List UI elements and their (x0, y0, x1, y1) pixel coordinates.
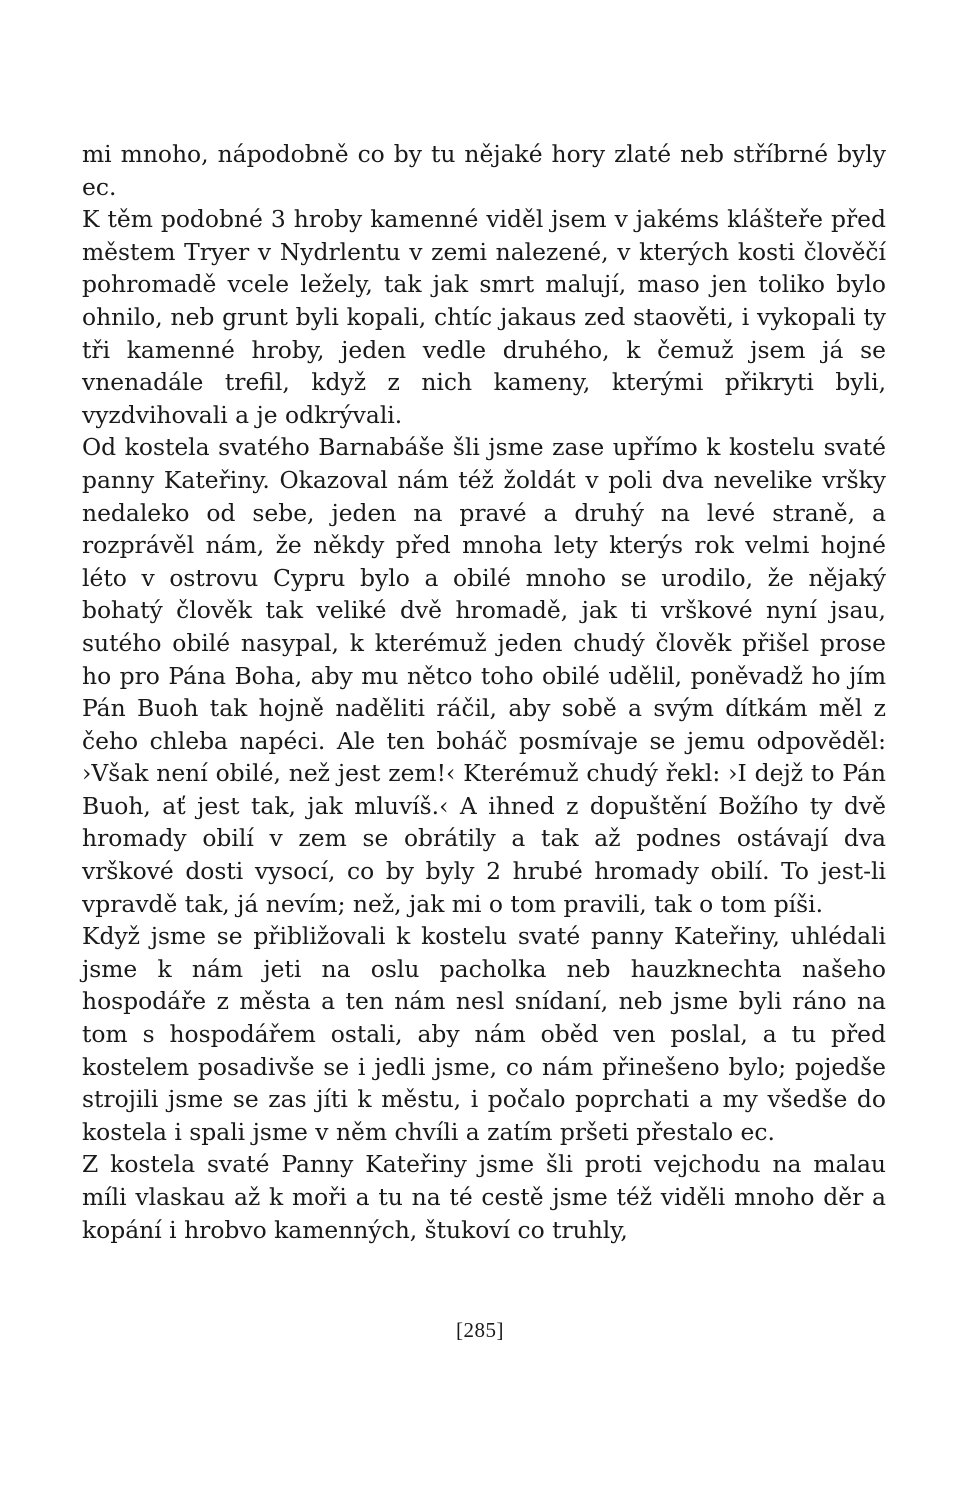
paragraph: Od kostela svatého Barnabáše šli jsme zase upřímo k kostelu svaté panny Kateřiny. Okazoval nám též žoldát v poli dva nevelike vršky nedaleko od sebe, jeden na pravé a druhý na levé straně, a rozprávěl nám, že někdy před mnoha lety kterýs rok velmi hojné léto v ostrovu Cypru bylo a obilé mnoho se urodilo, že nějaký bohatý člověk tak veliké dvě hromadě, jak ti vrškové nyní jsau, sutého obilé nasypal, k kterémuž jeden chudý člověk přišel prose ho pro Pána Boha, aby mu nětco toho obilé udělil, poněvadž ho jím Pán Buoh tak hojně naděliti ráčil, aby sobě a svým dítkám měl z čeho chleba napéci. Ale ten boháč posmívaje se jemu odpověděl: ›Však není obilé, než jest zem!‹ Kterémuž chudý řekl: ›I dejž to Pán Buoh, ať jest tak, jak mluvíš.‹ A ihned z dopuštění Božího ty dvě hromady obilí v zem se obrátily a tak až podnes ostávají dva vrškové dosti vysocí, co by byly 2 hrubé hromady obilí. To jest-li vpravdě tak, já nevím; než, jak mi o tom pravili, tak o tom píši. (82, 433, 886, 918)
paragraph: K těm podobné 3 hroby kamenné viděl jsem v jakéms klášteře před městem Tryer v Nydrlentu v zemi nalezené, v kterých kosti člověčí pohromadě vcele ležely, tak jak smrt malují, maso jen toliko bylo ohnilo, neb grunt byli kopali, chtíc jakaus zed staověti, i vykopali ty tři kamenné hroby, jeden vedle druhého, k čemuž jsem já se vnenadále trefil, když z nich kameny, kterými přikryti byli, vyzdvihovali a je odkrývali. (82, 205, 886, 429)
page-body (82, 138, 886, 1246)
paragraph: Když jsme se přibližovali k kostelu svaté panny Kateřiny, uhlédali jsme k nám jeti na oslu pacholka neb hauzknechta našeho hospodáře z města a ten nám nesl snídaní, neb jsme byli ráno na tom s hospodářem ostali, aby nám oběd ven poslal, a tu před kostelem posadivše se i jedli jsme, co nám přinešeno bylo; pojedše strojili jsme se zas jíti k městu, i počalo poprchati a my všedše do kostela i spali jsme v něm chvíli a zatím pršeti přestalo ec. (82, 922, 886, 1146)
paragraph: mi mnoho, nápodobně co by tu nějaké hory zlaté neb stříbrné byly ec. (82, 140, 886, 201)
page-number: [285] (456, 1318, 504, 1342)
paragraph: Z kostela svaté Panny Kateřiny jsme šli proti vejchodu na malau míli vlaskau až k moři a tu na té cestě jsme též viděli mnoho děr a kopání i hrobvo kamenných, štukoví co truhly, (82, 1150, 886, 1244)
